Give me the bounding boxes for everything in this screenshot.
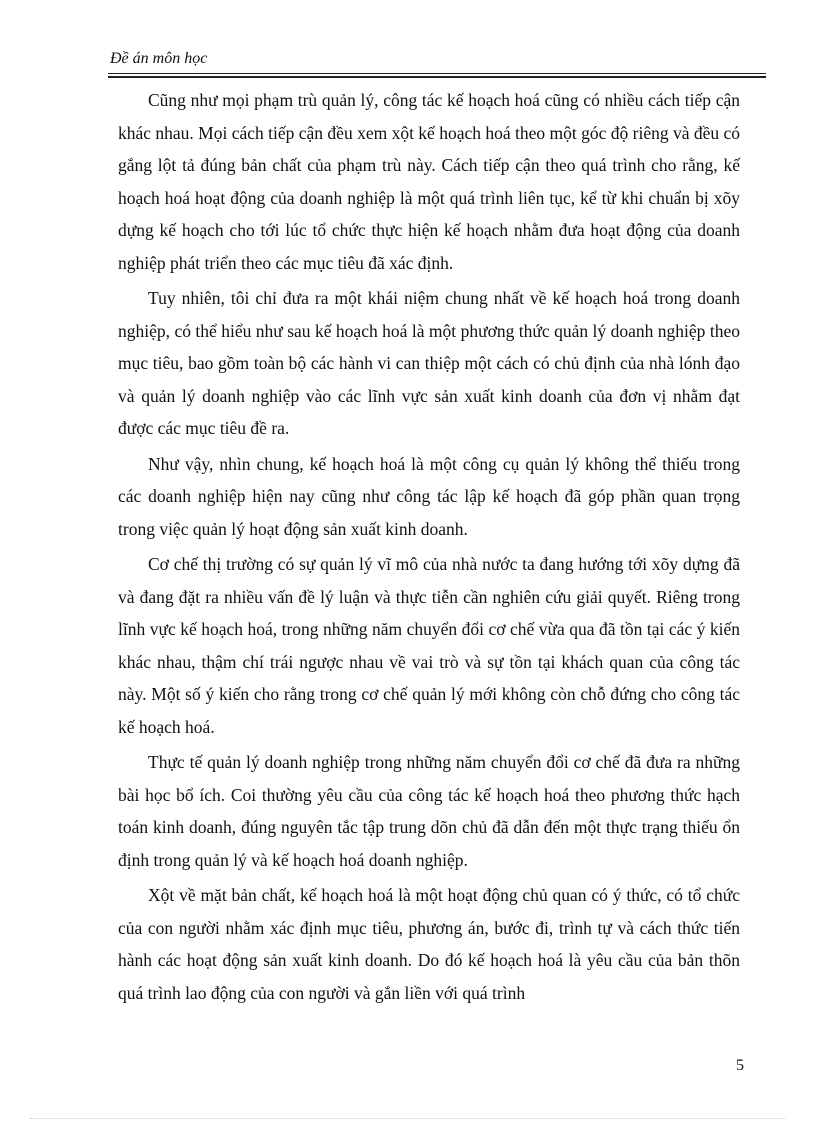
paragraph-3: Như vậy, nhìn chung, kế hoạch hoá là một công cụ quản lý không thể thiếu trong các doanh nghiệp hiện nay cũng như công tác lập kế hoạch đã góp phần quan trọng trong việc quản lý hoạt động sản xuất kinh doanh. [118, 453, 740, 539]
header-divider-thick [108, 76, 766, 78]
paragraph-1: Cũng như mọi phạm trù quản lý, công tác kế hoạch hoá cũng có nhiều cách tiếp cận khác nhau. Mọi cách tiếp cận đều xem xột kế hoạch hoá theo một góc độ riêng và đều có gắng lột tả đúng bản chất của phạm trù này. Cách tiếp cận theo quá trình cho rằng, kế hoạch hoá hoạt động của doanh nghiệp là một quá trình liên tục, kể từ khi chuẩn bị xõy dựng kế hoạch cho tới lúc tổ chức thực hiện kế hoạch nhằm đưa hoạt động của doanh nghiệp phát triển theo các mục tiêu đã xác định. [118, 90, 741, 273]
footer-dotted-divider [30, 1118, 786, 1119]
header-title: Đề án môn học [110, 50, 208, 67]
header-divider-thin [108, 73, 766, 74]
paragraph-6: Xột về mặt bản chất, kế hoạch hoá là một hoạt động chủ quan có ý thức, có tổ chức của con người nhằm xác định mục tiêu, phương án, bước đi, trình tự và cách thức tiến hành các hoạt động sản xuất kinh doanh. Do đó kế hoạch hoá là yêu cầu của bản thõn quá trình lao động của con người và gắn liền với quá trình [118, 885, 740, 1003]
page-number: 5 [736, 1057, 744, 1074]
body-text [118, 84, 740, 1012]
paragraph-2: Tuy nhiên, tôi chỉ đưa ra một khái niệm chung nhất về kế hoạch hoá trong doanh nghiệp, có thể hiểu như sau kế hoạch hoá là một phương thức quản lý doanh nghiệp theo mục tiêu, bao gồm toàn bộ các hành vi can thiệp một cách có chủ định của nhà lónh đạo và quản lý doanh nghiệp vào các lĩnh vực sản xuất kinh doanh của đơn vị nhằm đạt được các mục tiêu đề ra. [118, 288, 740, 438]
paragraph-4: Cơ chế thị trường có sự quản lý vĩ mô của nhà nước ta đang hướng tới xõy dựng đã và đang đặt ra nhiều vấn đề lý luận và thực tiễn cần nghiên cứu giải quyết. Riêng trong lĩnh vực kế hoạch hoá, trong những năm chuyển đổi cơ chế vừa qua đã tồn tại các ý kiến khác nhau, thậm chí trái ngược nhau về vai trò và sự tồn tại khách quan của công tác này. Một số ý kiến cho rằng trong cơ chế quản lý mới không còn chỗ đứng cho công tác kế hoạch hoá. [118, 554, 740, 737]
paragraph-5: Thực tế quản lý doanh nghiệp trong những năm chuyển đổi cơ chế đã đưa ra những bài học bổ ích. Coi thường yêu cầu của công tác kế hoạch hoá theo phương thức hạch toán kinh doanh, đúng nguyên tắc tập trung dõn chủ đã dẫn đến một thực trạng thiếu ổn định trong quản lý và kế hoạch hoá doanh nghiệp. [118, 752, 740, 870]
